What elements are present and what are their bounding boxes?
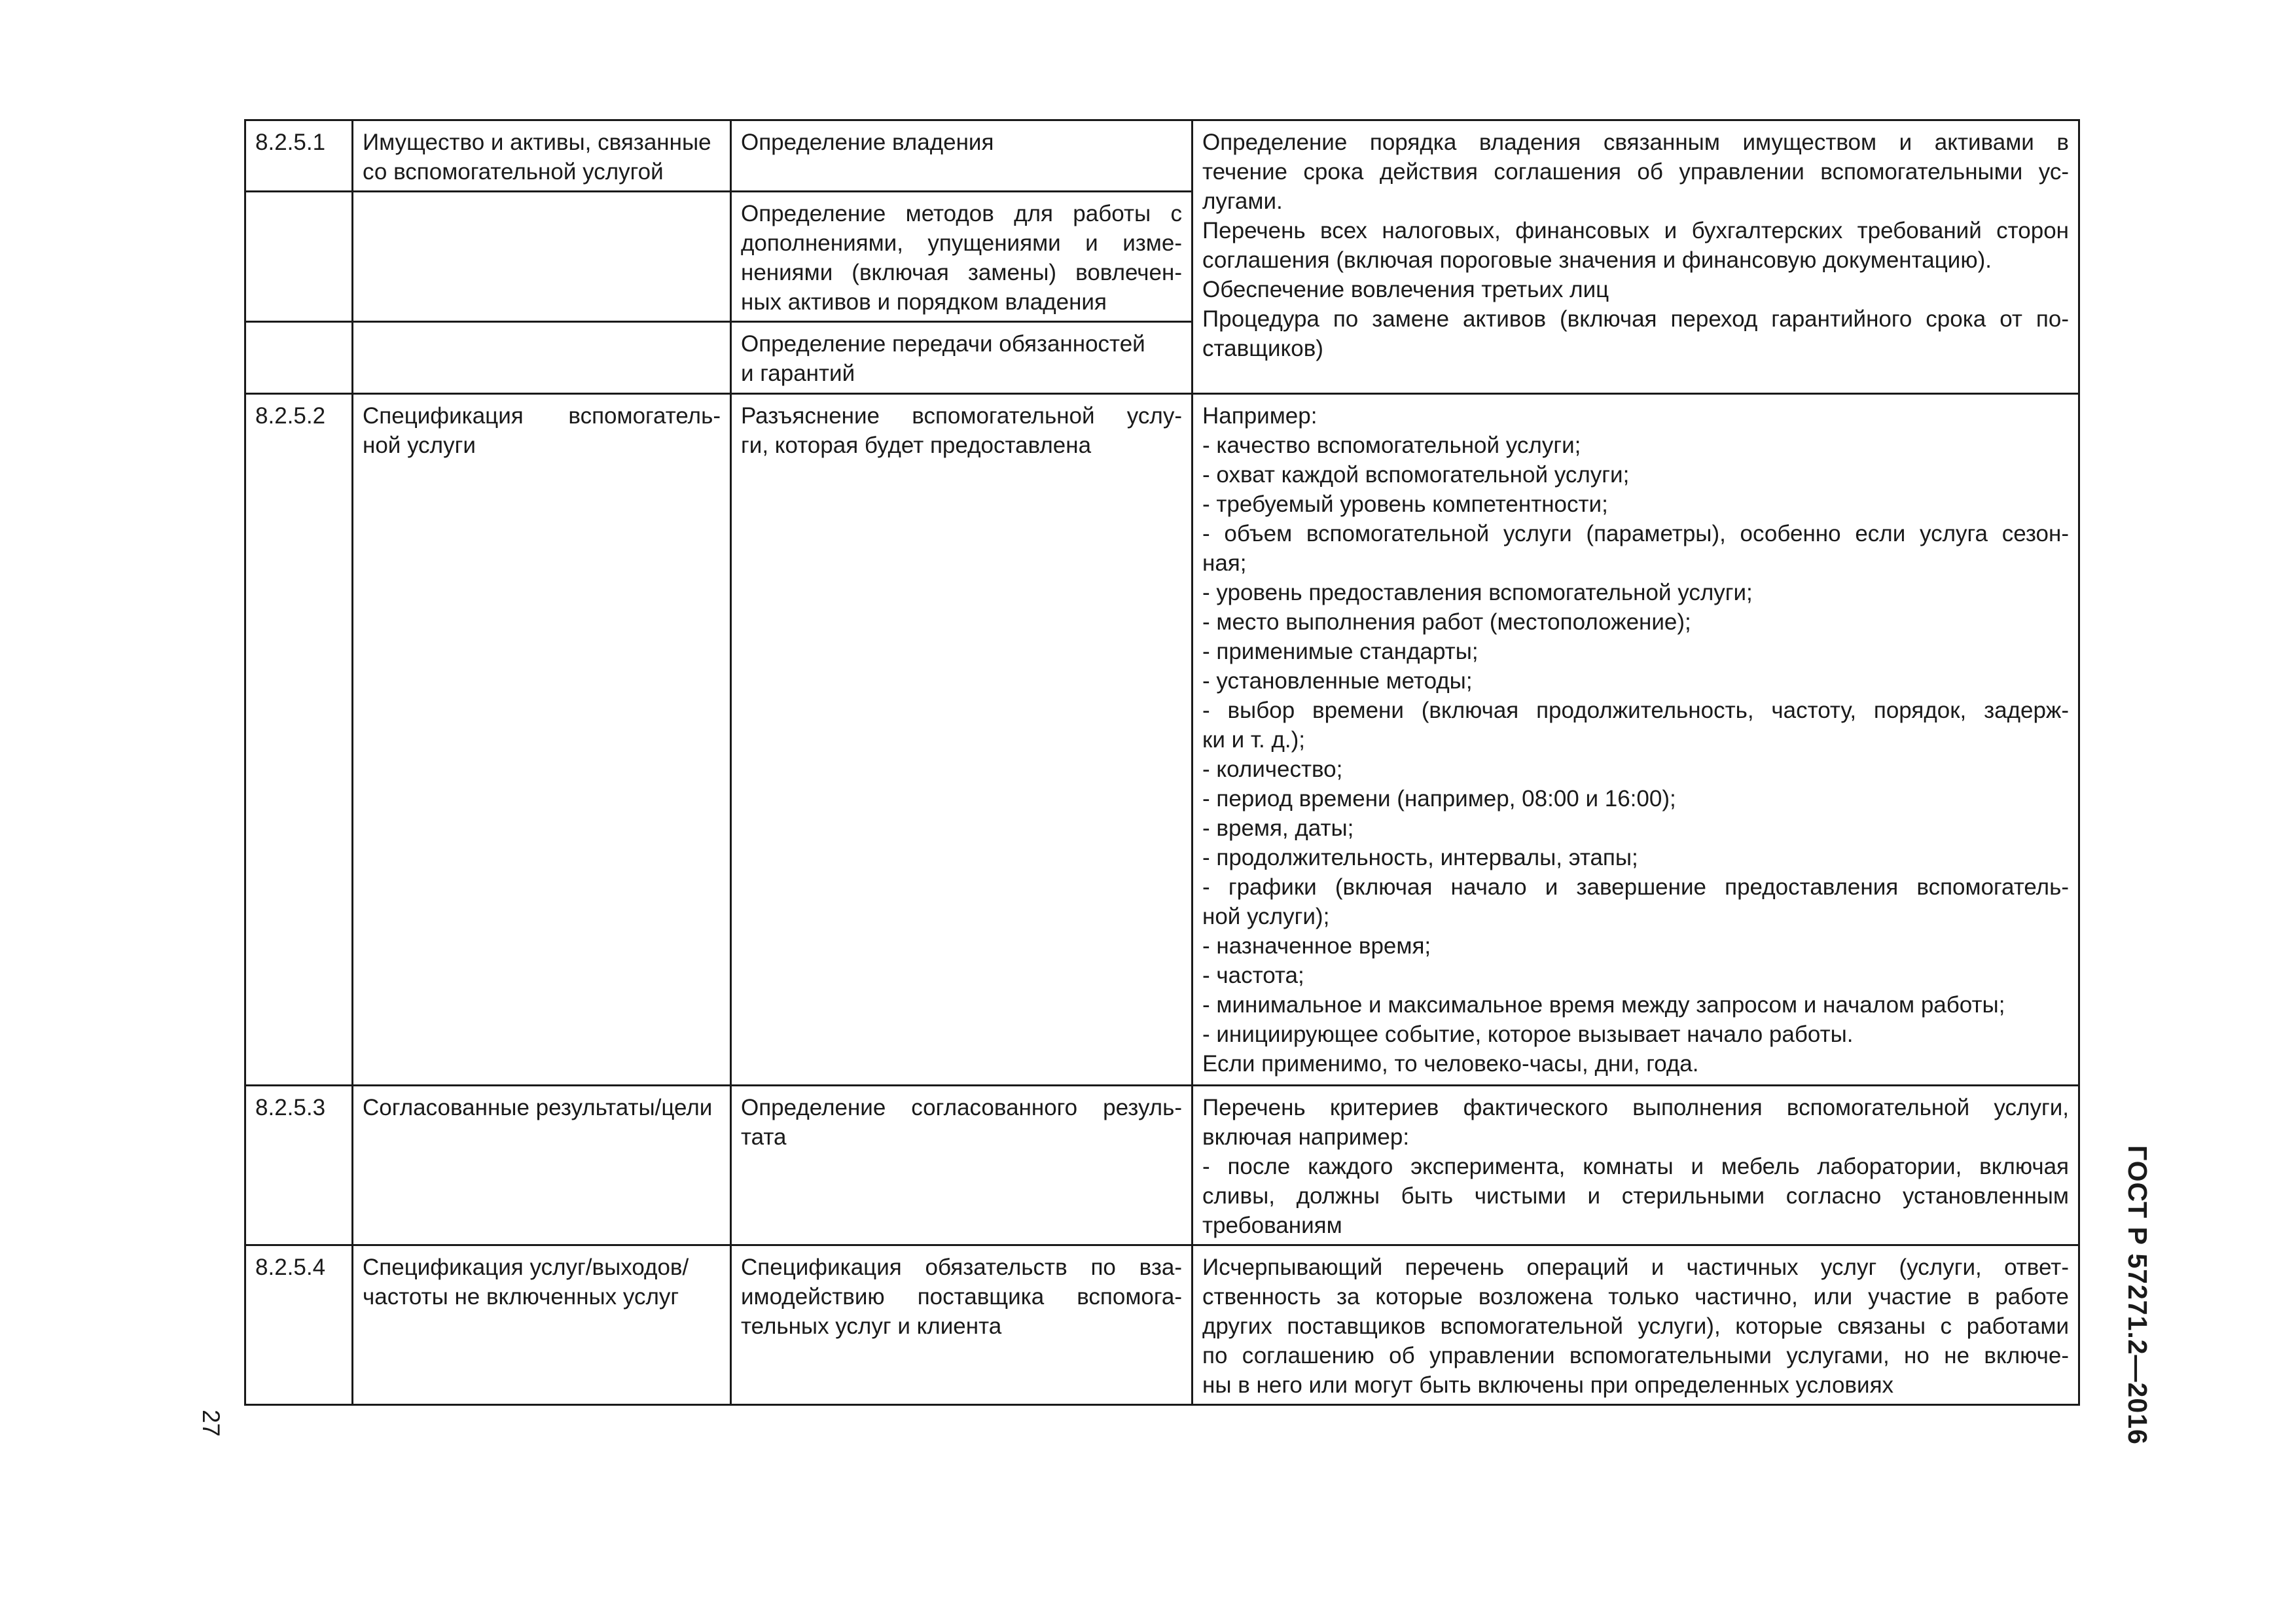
- clause-number: 8.2.5.2: [255, 403, 326, 429]
- page-number: 27: [198, 1410, 224, 1437]
- description-line: Перечень всех налоговых, финансовых и бухгалтерских требований сторон: [1202, 218, 2069, 243]
- description-line: - требуемый уровень компетентности;: [1202, 491, 1608, 517]
- description-line: Процедура по замене активов (включая переход гарантийного срока от по-: [1202, 306, 2069, 332]
- table-row: [245, 1086, 2079, 1245]
- description-line: - минимальное и максимальное время между запросом и началом работы;: [1202, 992, 2005, 1018]
- subitem-cell: [731, 120, 1193, 192]
- description-line: Обеспечение вовлечения третьих лиц: [1202, 277, 1609, 302]
- element-text-line: Имущество и активы, связанные: [363, 130, 711, 155]
- clause-number-cell: [245, 120, 353, 192]
- description-line: - установленные методы;: [1202, 668, 1473, 694]
- description-line: - назначенное время;: [1202, 933, 1431, 959]
- description-cell: [1193, 1245, 2079, 1405]
- clause-number-cell: [245, 1086, 353, 1245]
- element-text-line: Спецификация вспомогатель-: [363, 403, 721, 429]
- description-line: ной услуги);: [1202, 904, 1330, 929]
- subitem-text-line: ных активов и порядком владения: [741, 289, 1107, 315]
- element-cell: [353, 1245, 731, 1405]
- clause-number: 8.2.5.3: [255, 1095, 326, 1120]
- subitem-text-line: Определение передачи обязанностей: [741, 331, 1145, 357]
- description-line: ны в него или могут быть включены при определенных условиях: [1202, 1372, 1894, 1398]
- subitem-cell: [731, 322, 1193, 394]
- description-line: включая например:: [1202, 1124, 1410, 1150]
- description-line: ки и т. д.);: [1202, 727, 1305, 753]
- description-line: лугами.: [1202, 188, 1283, 214]
- description-line: - место выполнения работ (местоположение);: [1202, 609, 1691, 635]
- element-cell: [353, 322, 731, 394]
- description-line: по соглашению об управлении вспомогательными услугами, но не включе-: [1202, 1343, 2069, 1368]
- description-line: ственность за которые возложена только частично, или участие в работе: [1202, 1284, 2069, 1310]
- subitem-text-line: Спецификация обязательств по вза-: [741, 1255, 1182, 1280]
- element-text-line: Спецификация услуг/выходов/: [363, 1255, 689, 1280]
- element-cell: [353, 1086, 731, 1245]
- subitem-text-line: Определение согласованного резуль-: [741, 1095, 1182, 1120]
- description-cell: [1193, 1086, 2079, 1245]
- subitem-text-line: ги, которая будет предоставлена: [741, 433, 1092, 458]
- description-line: - период времени (например, 08:00 и 16:00);: [1202, 786, 1676, 812]
- element-text-line: со вспомогательной услугой: [363, 159, 664, 185]
- subitem-cell: [731, 394, 1193, 1086]
- description-line: других поставщиков вспомогательной услуги), которые связаны с работами: [1202, 1313, 2069, 1339]
- document-designation: ГОСТ Р 57271.2—2016: [2123, 1145, 2153, 1445]
- clause-number: 8.2.5.1: [255, 130, 326, 155]
- clause-number-cell: [245, 1245, 353, 1405]
- subitem-text-line: нениями (включая замены) вовлечен-: [741, 260, 1182, 285]
- description-line: Если применимо, то человеко-часы, дни, года.: [1202, 1051, 1699, 1077]
- description-line: - выбор времени (включая продолжительность, частоту, порядок, задерж-: [1202, 698, 2069, 723]
- description-line: Исчерпывающий перечень операций и частичных услуг (услуги, ответ-: [1202, 1255, 2069, 1280]
- clause-number: 8.2.5.4: [255, 1255, 326, 1280]
- element-cell: [353, 192, 731, 322]
- clause-number-cell: [245, 322, 353, 394]
- description-line: ная;: [1202, 550, 1247, 576]
- subitem-text-line: тельных услуг и клиента: [741, 1313, 1002, 1339]
- description-line: соглашения (включая пороговые значения и финансовую документацию).: [1202, 247, 1992, 273]
- description-line: Например:: [1202, 403, 1318, 429]
- description-line: - инициирующее событие, которое вызывает начало работы.: [1202, 1022, 1854, 1047]
- table-row: [245, 394, 2079, 1086]
- subitem-text-line: и гарантий: [741, 361, 855, 386]
- subitem-cell: [731, 1245, 1193, 1405]
- subitem-cell: [731, 192, 1193, 322]
- description-line: сливы, должны быть чистыми и стерильными согласно установленным: [1202, 1183, 2069, 1209]
- element-cell: [353, 120, 731, 192]
- description-line: - продолжительность, интервалы, этапы;: [1202, 845, 1638, 870]
- description-line: - объем вспомогательной услуги (параметры), особенно если услуга сезон-: [1202, 521, 2069, 546]
- subitem-text-line: Определение методов для работы с: [741, 201, 1182, 226]
- description-line: ставщиков): [1202, 336, 1323, 361]
- description-line: - время, даты;: [1202, 815, 1354, 841]
- element-cell: [353, 394, 731, 1086]
- description-line: - частота;: [1202, 963, 1304, 988]
- subitem-text-line: имодействию поставщика вспомога-: [741, 1284, 1182, 1310]
- subitem-text-line: тата: [741, 1124, 787, 1150]
- description-line: - охват каждой вспомогательной услуги;: [1202, 462, 1630, 488]
- description-line: требованиям: [1202, 1213, 1342, 1238]
- clause-number-cell: [245, 394, 353, 1086]
- description-line: - уровень предоставления вспомогательной услуги;: [1202, 580, 1753, 605]
- description-line: Определение порядка владения связанным имуществом и активами в: [1202, 130, 2069, 155]
- description-cell: [1193, 120, 2079, 394]
- description-cell: [1193, 394, 2079, 1086]
- element-text-line: ной услуги: [363, 433, 476, 458]
- description-line: - количество;: [1202, 757, 1343, 782]
- description-line: Перечень критериев фактического выполнения вспомогательной услуги,: [1202, 1095, 2069, 1120]
- table-row: [245, 120, 2079, 192]
- subitem-cell: [731, 1086, 1193, 1245]
- table-row: [245, 1245, 2079, 1405]
- description-line: течение срока действия соглашения об управлении вспомогательными ус-: [1202, 159, 2069, 185]
- subitem-text-line: Определение владения: [741, 130, 994, 155]
- subitem-text-line: дополнениями, упущениями и изме-: [741, 230, 1182, 256]
- element-text-line: Согласованные результаты/цели: [363, 1095, 713, 1120]
- description-line: - графики (включая начало и завершение предоставления вспомогатель-: [1202, 874, 2069, 900]
- subitem-text-line: Разъяснение вспомогательной услу-: [741, 403, 1182, 429]
- element-text-line: частоты не включенных услуг: [363, 1284, 679, 1310]
- requirements-table: [244, 119, 2080, 1406]
- clause-number-cell: [245, 192, 353, 322]
- description-line: - применимые стандарты;: [1202, 639, 1479, 664]
- description-line: - качество вспомогательной услуги;: [1202, 433, 1581, 458]
- description-line: - после каждого эксперимента, комнаты и мебель лаборатории, включая: [1202, 1154, 2069, 1179]
